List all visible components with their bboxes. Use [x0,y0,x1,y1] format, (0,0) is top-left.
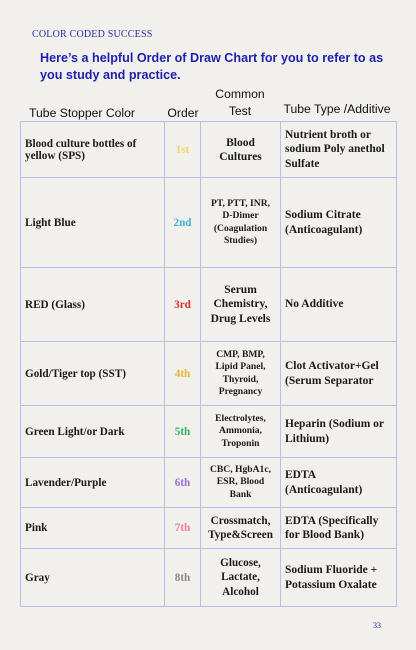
additive-cell: EDTA (Anticoagulant) [281,458,397,508]
additive-cell: Sodium Fluoride + Potassium Oxalate [281,549,397,607]
table-row [21,268,397,342]
order-of-draw-table [20,121,397,607]
intro-text: Here’s a helpful Order of Draw Chart for you to refer to as you study and practice. [40,51,384,82]
test-cell: Crossmatch, Type&Screen [201,508,281,549]
column-header-test-line1: Common [215,87,265,101]
table-row [21,178,397,268]
test-cell: Electrolytes, Ammonia, Troponin [201,406,281,458]
column-header-test [200,86,280,119]
column-header-type: Tube Type /Additive [283,102,391,116]
stopper-color-cell: Light Blue [21,178,165,268]
additive-cell: No Additive [281,268,397,342]
table-row [21,458,397,508]
test-cell: PT, PTT, INR, D-Dimer (Coagulation Studies) [201,178,281,268]
order-cell: 4th [165,342,201,406]
column-header-order: Order [167,106,199,120]
stopper-color-cell: Gray [21,549,165,607]
table-row [21,342,397,406]
additive-cell: Nutrient broth or sodium Poly anethol Sulfate [281,122,397,178]
stopper-color-cell: Green Light/or Dark [21,406,165,458]
column-header-color: Tube Stopper Color [29,106,135,120]
additive-cell: EDTA (Specifically for Blood Bank) [281,508,397,549]
additive-cell: Sodium Citrate (Anticoagulant) [281,178,397,268]
order-cell: 5th [165,406,201,458]
order-cell: 7th [165,508,201,549]
order-cell: 8th [165,549,201,607]
stopper-color-cell: Pink [21,508,165,549]
stopper-color-cell: Lavender/Purple [21,458,165,508]
order-cell: 6th [165,458,201,508]
additive-cell: Heparin (Sodium or Lithium) [281,406,397,458]
order-cell: 3rd [165,268,201,342]
table-row [21,508,397,549]
stopper-color-cell: RED (Glass) [21,268,165,342]
additive-cell: Clot Activator+Gel (Serum Separator [281,342,397,406]
test-cell: Glucose, Lactate, Alcohol [201,549,281,607]
test-cell: Blood Cultures [201,122,281,178]
header-label: COLOR CODED SUCCESS [32,29,153,40]
order-cell: 2nd [165,178,201,268]
order-cell: 1st [165,122,201,178]
stopper-color-cell: Blood culture bottles of yellow (SPS) [21,122,165,178]
table-row [21,122,397,178]
test-cell: CBC, HgbA1c, ESR, Blood Bank [201,458,281,508]
test-cell: CMP, BMP, Lipid Panel, Thyroid, Pregnancy [201,342,281,406]
table-row [21,406,397,458]
table-row [21,549,397,607]
column-header-test-line2: Test [228,104,252,118]
test-cell: Serum Chemistry, Drug Levels [201,268,281,342]
stopper-color-cell: Gold/Tiger top (SST) [21,342,165,406]
page-number: 33 [373,621,381,630]
